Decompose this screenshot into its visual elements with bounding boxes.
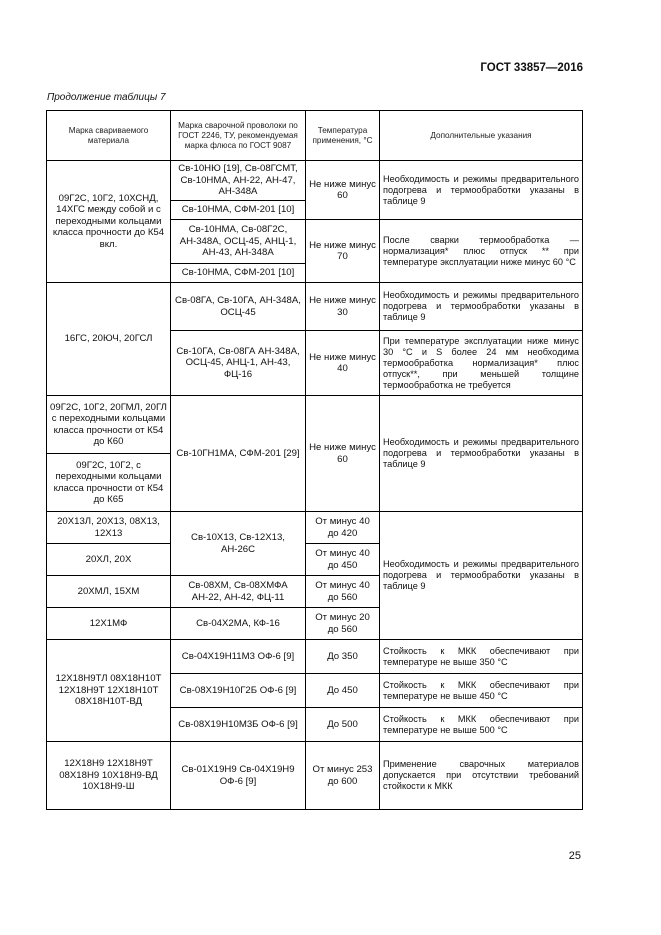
notes-cell: Стойкость к МКК обеспечивают при температуре не выше 350 °С xyxy=(380,640,583,674)
page-number: 25 xyxy=(568,850,581,862)
notes-cell: Необходимость и режимы предварительного подогрева и термообработки указаны в таблице 9 xyxy=(380,396,583,512)
wire-cell: Св-08Х19Н10Г2Б ОФ-6 [9] xyxy=(171,674,306,708)
notes-cell: Стойкость к МКК обеспечивают при температуре не выше 500 °С xyxy=(380,708,583,742)
material-cell: 12Х1МФ xyxy=(47,608,171,640)
standard-number: ГОСТ 33857—2016 xyxy=(480,62,583,74)
temperature-cell: До 450 xyxy=(306,674,380,708)
table-header-row xyxy=(47,111,583,161)
table-continuation-caption: Продолжение таблицы 7 xyxy=(47,92,166,103)
material-cell: 12Х18Н9ТЛ 08Х18Н10Т 12Х18Н9Т 12Х18Н10Т 08Х18Н10Т-ВД xyxy=(47,640,171,742)
column-header: Температура применения, °С xyxy=(306,111,380,161)
material-cell: 20Х13Л, 20Х13, 08Х13, 12Х13 xyxy=(47,512,171,544)
wire-cell: Св-08ГА, Св-10ГА, АН-348А, ОСЦ-45 xyxy=(171,283,306,331)
notes-cell: При температуре эксплуатации ниже минус 30 °С и S более 24 мм необходима термообработка нормализация* плюс отпуск**, при меньшей толщине термообработка не требуется xyxy=(380,331,583,396)
wire-cell: Св-10ГН1МА, СФМ-201 [29] xyxy=(171,396,306,512)
wire-cell: Св-10НМА, СФМ-201 [10] xyxy=(171,264,306,283)
table-row xyxy=(47,640,583,674)
temperature-cell: До 500 xyxy=(306,708,380,742)
material-cell: 12Х18Н9 12Х18Н9Т 08Х18Н9 10Х18Н9-ВД 10Х18Н9-Ш xyxy=(47,742,171,810)
temperature-cell: От минус 253 до 600 xyxy=(306,742,380,810)
material-cell: 09Г2С, 10Г2, с переходными кольцами класса прочности от К54 до К65 xyxy=(47,454,171,512)
table-row xyxy=(47,283,583,331)
column-header: Дополнительные указания xyxy=(380,111,583,161)
temperature-cell: Не ниже минус 60 xyxy=(306,161,380,220)
wire-cell: Св-10ГА, Св-08ГА АН-348А, ОСЦ-45, АНЦ-1, АН-43, ФЦ-16 xyxy=(171,331,306,396)
column-header: Марка свариваемого материала xyxy=(47,111,171,161)
notes-cell: Необходимость и режимы предварительного подогрева и термообработки указаны в таблице 9 xyxy=(380,512,583,640)
temperature-cell: До 350 xyxy=(306,640,380,674)
wire-cell: Св-01Х19Н9 Св-04Х19Н9 ОФ-6 [9] xyxy=(171,742,306,810)
wire-cell: Св-10НМА, Св-08Г2С, АН-348А, ОСЦ-45, АНЦ-1, АН-43, АН-348А xyxy=(171,220,306,264)
temperature-cell: Не ниже минус 30 xyxy=(306,283,380,331)
notes-cell: Необходимость и режимы предварительного подогрева и термообработки указаны в таблице 9 xyxy=(380,161,583,220)
material-cell: 20ХМЛ, 15ХМ xyxy=(47,576,171,608)
temperature-cell: Не ниже минус 40 xyxy=(306,331,380,396)
wire-cell: Св-10НЮ [19], Св-08ГСМТ, Св-10НМА, АН-22, АН-47, АН-348А xyxy=(171,161,306,201)
table-row xyxy=(47,512,583,544)
temperature-cell: От минус 40 до 450 xyxy=(306,544,380,576)
table-row xyxy=(47,396,583,454)
material-cell: 09Г2С, 10Г2, 10ХСНД, 14ХГС между собой и с переходными кольцами класса прочности до К54 вкл. xyxy=(47,161,171,283)
notes-cell: Стойкость к МКК обеспечивают при температуре не выше 450 °С xyxy=(380,674,583,708)
wire-cell: Св-08Х19Н10М3Б ОФ-6 [9] xyxy=(171,708,306,742)
temperature-cell: От минус 20 до 560 xyxy=(306,608,380,640)
material-cell: 16ГС, 20ЮЧ, 20ГСЛ xyxy=(47,283,171,396)
notes-cell: Необходимость и режимы предварительного подогрева и термообработки указаны в таблице 9 xyxy=(380,283,583,331)
column-header: Марка сварочной проволоки по ГОСТ 2246, ТУ, рекомендуемая марка флюса по ГОСТ 9087 xyxy=(171,111,306,161)
table-row xyxy=(47,742,583,810)
notes-cell: После сварки термообработка — нормализация* плюс отпуск ** при температуре эксплуатации ниже минус 60 °С xyxy=(380,220,583,283)
material-cell: 09Г2С, 10Г2, 20ГМЛ, 20ГЛ с переходными кольцами класса прочности от К54 до К60 xyxy=(47,396,171,454)
wire-cell: Св-04Х2МА, КФ-16 xyxy=(171,608,306,640)
wire-cell: Св-10НМА, СФМ-201 [10] xyxy=(171,201,306,220)
temperature-cell: От минус 40 до 420 xyxy=(306,512,380,544)
welding-materials-table xyxy=(46,110,583,810)
temperature-cell: Не ниже минус 60 xyxy=(306,396,380,512)
table-row xyxy=(47,161,583,201)
wire-cell: Св-10Х13, Св-12Х13, АН-26С xyxy=(171,512,306,576)
temperature-cell: Не ниже минус 70 xyxy=(306,220,380,283)
notes-cell: Применение сварочных материалов допускается при отсутствии требований стойкости к МКК xyxy=(380,742,583,810)
wire-cell: Св-08ХМ, Св-08ХМФА АН-22, АН-42, ФЦ-11 xyxy=(171,576,306,608)
material-cell: 20ХЛ, 20Х xyxy=(47,544,171,576)
wire-cell: Св-04Х19Н11М3 ОФ-6 [9] xyxy=(171,640,306,674)
temperature-cell: От минус 40 до 560 xyxy=(306,576,380,608)
